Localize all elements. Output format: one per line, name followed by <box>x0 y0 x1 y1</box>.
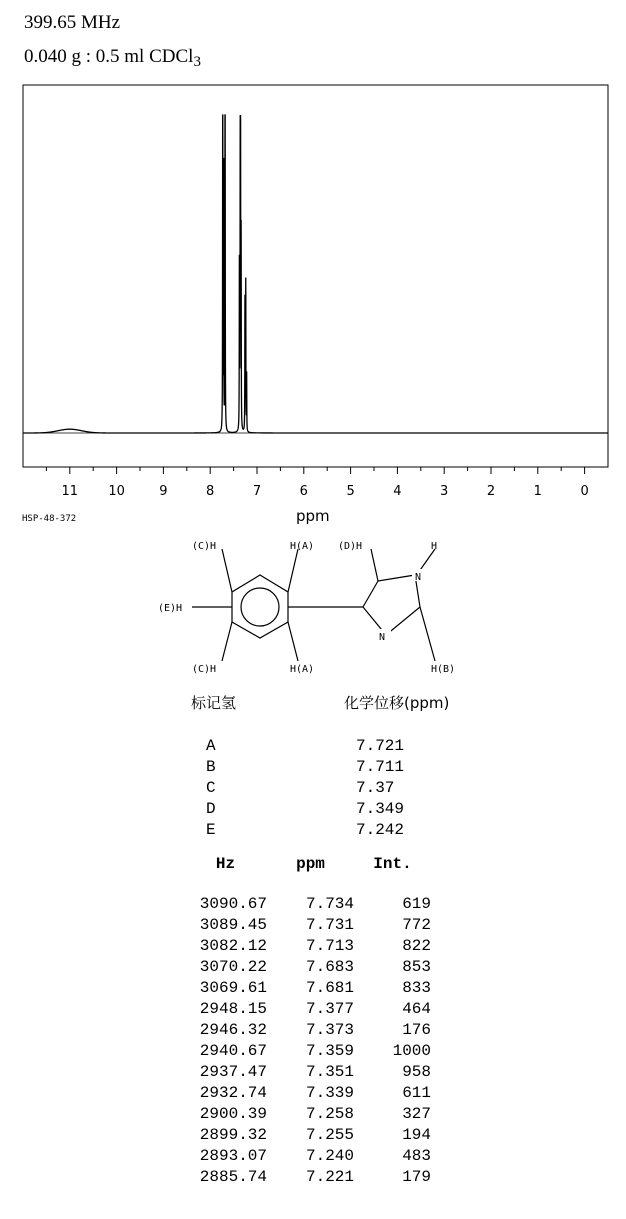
label-a-top: H(A) <box>290 541 315 552</box>
peak-hz: 2932.74 <box>199 1084 267 1102</box>
assignment-shift: 7.721 <box>356 737 405 755</box>
peak-intensity: 1000 <box>392 1042 431 1060</box>
assignment-row <box>206 757 404 778</box>
peak-ppm: 7.683 <box>305 958 354 976</box>
peak-intensity: 853 <box>402 958 431 976</box>
assignment-header-shift: 化学位移(ppm) <box>344 694 450 712</box>
peak-ppm: 7.255 <box>305 1126 354 1144</box>
x-tick-label: 6 <box>299 484 308 499</box>
label-nh: H <box>431 541 438 552</box>
sample-text: 0.040 g : 0.5 ml CDCl <box>24 46 194 67</box>
peak-intensity: 327 <box>402 1105 431 1123</box>
table-row <box>184 1083 431 1104</box>
x-tick-label: 3 <box>440 484 449 499</box>
table-row <box>184 1125 431 1146</box>
peak-ppm: 7.373 <box>305 1021 354 1039</box>
table-row <box>184 1104 431 1125</box>
assignment-table <box>206 736 404 841</box>
bond-b <box>420 607 435 661</box>
x-tick-label: 1 <box>533 484 542 499</box>
assignment-row <box>206 799 404 820</box>
assignment-label: D <box>206 800 216 818</box>
label-n-top: N <box>415 572 422 583</box>
table-row <box>184 978 431 999</box>
table-row <box>184 1146 431 1167</box>
table-row <box>184 1167 431 1188</box>
x-tick-label: 8 <box>206 484 215 499</box>
peak-ppm: 7.681 <box>305 979 354 997</box>
table-row <box>184 1062 431 1083</box>
bond-a-top <box>288 549 298 592</box>
bond-c-bottom <box>222 622 232 661</box>
sample-subscript: 3 <box>193 54 201 70</box>
label-e: (E)H <box>158 603 183 614</box>
assignment-label: C <box>206 779 216 797</box>
peak-intensity: 176 <box>402 1021 431 1039</box>
x-tick-label: 11 <box>61 484 79 499</box>
peak-hz: 2885.74 <box>199 1168 267 1186</box>
peak-list-table <box>184 852 431 1188</box>
peak-hz: 2893.07 <box>199 1147 267 1165</box>
label-a-bottom: H(A) <box>290 664 315 675</box>
label-d: (D)H <box>338 541 363 552</box>
spectrum-trace <box>23 115 608 433</box>
peak-intensity: 619 <box>402 895 431 913</box>
bond-a-bottom <box>288 622 298 661</box>
table-row <box>184 1020 431 1041</box>
x-tick-label: 7 <box>252 484 262 499</box>
assignment-shift: 7.242 <box>356 821 405 839</box>
peak-table-header <box>184 852 431 876</box>
assignment-header-label: 标记氢 <box>191 694 237 712</box>
assignment-row <box>206 778 404 799</box>
peak-intensity: 833 <box>402 979 431 997</box>
peak-intensity: 958 <box>402 1063 431 1081</box>
peak-intensity: 611 <box>402 1084 431 1102</box>
x-axis-label: ppm <box>296 507 330 525</box>
peak-intensity: 194 <box>402 1126 431 1144</box>
peak-hz: 3069.61 <box>199 979 267 997</box>
peak-hz: 2900.39 <box>199 1105 267 1123</box>
table-row <box>184 957 431 978</box>
header-hz: Hz <box>215 855 236 873</box>
label-b: H(B) <box>431 664 456 675</box>
peak-intensity: 822 <box>402 937 431 955</box>
aromatic-circle <box>241 588 279 626</box>
assignment-shift: 7.37 <box>356 779 395 797</box>
label-c-top: (C)H <box>192 541 217 552</box>
peak-ppm: 7.240 <box>305 1147 354 1165</box>
peak-hz: 2937.47 <box>199 1063 267 1081</box>
molecular-structure <box>150 535 480 680</box>
peak-ppm: 7.339 <box>305 1084 354 1102</box>
table-row <box>184 894 431 915</box>
peak-ppm: 7.351 <box>305 1063 354 1081</box>
peak-hz: 3070.22 <box>199 958 267 976</box>
plot-frame <box>23 85 608 467</box>
bond-c-top <box>222 549 232 592</box>
label-c-bottom: (C)H <box>192 664 217 675</box>
peak-intensity: 483 <box>402 1147 431 1165</box>
assignment-label: A <box>206 737 216 755</box>
x-tick-label: 10 <box>108 484 125 499</box>
header-ppm: ppm <box>296 855 325 873</box>
peak-intensity: 179 <box>402 1168 431 1186</box>
x-axis-ticks <box>46 467 588 499</box>
assignment-row <box>206 820 404 841</box>
spectrum-id: HSP-48-372 <box>22 514 77 524</box>
peak-ppm: 7.221 <box>305 1168 354 1186</box>
peak-ppm: 7.731 <box>305 916 354 934</box>
assignment-label: E <box>206 821 216 839</box>
peak-intensity: 464 <box>402 1000 431 1018</box>
benzene-ring <box>232 575 288 638</box>
peak-ppm: 7.258 <box>305 1105 354 1123</box>
assignment-shift: 7.349 <box>356 800 405 818</box>
bond-d <box>371 549 378 581</box>
peak-hz: 2899.32 <box>199 1126 267 1144</box>
peak-ppm: 7.734 <box>305 895 354 913</box>
x-tick-label: 9 <box>159 484 168 499</box>
peak-ppm: 7.713 <box>305 937 354 955</box>
nmr-spectrum-chart <box>0 80 626 510</box>
header-int: Int. <box>373 855 412 873</box>
spectrometer-frequency: 399.65 MHz <box>24 12 121 33</box>
sample-concentration <box>24 46 201 68</box>
table-row <box>184 915 431 936</box>
x-tick-label: 0 <box>580 484 589 499</box>
table-row <box>184 936 431 957</box>
peak-hz: 2940.67 <box>199 1042 267 1060</box>
label-n-bottom: N <box>379 632 386 643</box>
peak-hz: 3090.67 <box>199 895 267 913</box>
peak-hz: 2946.32 <box>199 1021 267 1039</box>
peak-intensity: 772 <box>402 916 431 934</box>
table-row <box>184 1041 431 1062</box>
x-tick-label: 2 <box>486 484 496 499</box>
peak-hz: 3089.45 <box>199 916 267 934</box>
peak-ppm: 7.377 <box>305 1000 354 1018</box>
assignment-row <box>206 736 404 757</box>
x-tick-label: 4 <box>393 484 402 499</box>
peak-hz: 3082.12 <box>199 937 267 955</box>
peak-hz: 2948.15 <box>199 1000 267 1018</box>
table-row <box>184 999 431 1020</box>
assignment-label: B <box>206 758 216 776</box>
peak-ppm: 7.359 <box>305 1042 354 1060</box>
assignment-shift: 7.711 <box>356 758 405 776</box>
imidazole-ring <box>363 575 420 635</box>
x-tick-label: 5 <box>346 484 355 499</box>
